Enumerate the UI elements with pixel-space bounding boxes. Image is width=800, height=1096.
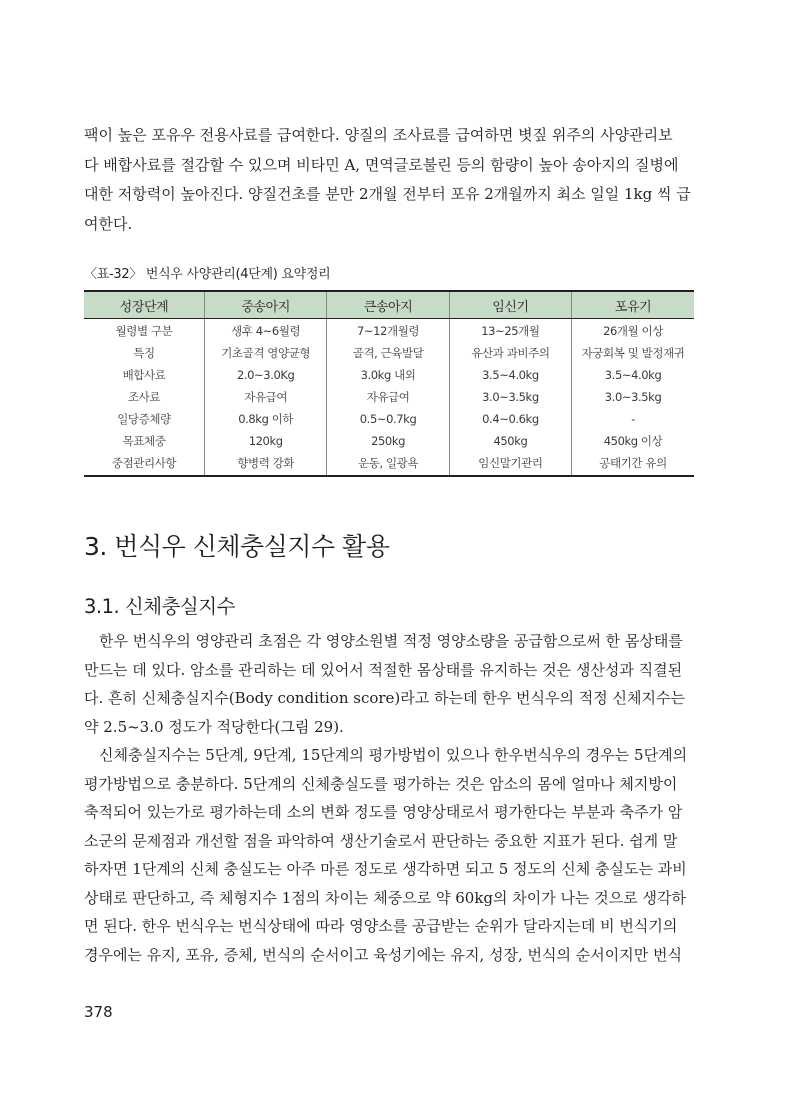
table-cell: 유산과 과비주의	[449, 342, 571, 364]
table-row	[84, 386, 694, 408]
table-cell: 26개월 이상	[572, 319, 694, 343]
row-label-cell: 배합사료	[122, 368, 166, 382]
text-line: 대한 저항력이 높아진다. 양질건초를 분만 2개월 전부터 포유 2개월까지 최소 일일 1kg 씩 급	[84, 185, 691, 203]
table-cell: 자궁회복 및 발정재귀	[572, 342, 694, 364]
table-row	[84, 319, 694, 343]
table-cell: 450kg	[449, 430, 571, 452]
row-label-cell: 월령별 구분	[115, 324, 173, 338]
row-label-cell: 특징	[133, 346, 155, 360]
table-cell: 120kg	[205, 430, 327, 452]
text-line: 소군의 문제점과 개선할 점을 파악하여 생산기술로서 판단하는 중요한 지표가 된다. 쉽게 말	[84, 831, 678, 850]
table-cell: 생후 4~6월령	[205, 319, 327, 343]
text-line: 축적되어 있는가로 평가하는데 소의 변화 정도를 영양상태로서 평가한다는 부분과 축주가 암	[84, 803, 683, 821]
text-line: 경우에는 유지, 포유, 증체, 번식의 순서이고 육성기에는 유지, 성장, 번식의 순서이지만 번식	[84, 945, 682, 964]
row-label-cell: 조사료	[127, 390, 161, 404]
table-cell: 향병력 강화	[205, 452, 327, 476]
table-header-cell: 임신기	[449, 291, 571, 319]
table-cell: 250kg	[327, 430, 449, 452]
table-header-cell: 포유기	[572, 291, 694, 319]
table-cell: 3.0~3.5kg	[572, 386, 694, 408]
table-cell: 3.5~4.0kg	[572, 364, 694, 386]
table-cell: 3.0~3.5kg	[449, 386, 571, 408]
table-cell: 기초골격 영양균형	[205, 342, 327, 364]
table-cell: 7~12개월령	[327, 319, 449, 343]
table-row	[84, 342, 694, 364]
text-line: 평가방법으로 충분하다. 5단계의 신체충실도를 평가하는 것은 암소의 몸에 얼마나 체지방이	[84, 774, 678, 793]
page-number: 378	[84, 1003, 113, 1021]
table-cell: 13~25개월	[449, 319, 571, 343]
table-row	[84, 408, 694, 430]
table-cell: 공태기간 유의	[572, 452, 694, 476]
body-text	[84, 627, 694, 969]
text-line: 다. 흔히 신체충실지수(Body condition score)라고 하는데 한우 번식우의 적정 신체지수는	[84, 689, 685, 707]
table-cell: 골격, 근육발달	[327, 342, 449, 364]
text-line: 상태로 판단하고, 즉 체형지수 1점의 차이는 체중으로 약 60kg의 차이가 나는 것으로 생각하	[84, 888, 686, 907]
text-line: 만드는 데 있다. 암소를 관리하는 데 있어서 적절한 몸상태를 유지하는 것은 생산성과 직결된	[84, 660, 683, 679]
row-label-cell: 중점관리사항	[111, 456, 177, 470]
summary-table	[84, 290, 694, 477]
table-row	[84, 452, 694, 476]
table-header-cell: 큰송아지	[327, 291, 449, 319]
row-label-cell: 일당증체량	[117, 412, 171, 426]
table-cell: 450kg 이상	[572, 430, 694, 452]
text-line: 하자면 1단계의 신체 충실도는 아주 마른 정도로 생각하면 되고 5 정도의 신체 충실도는 과비	[84, 860, 687, 878]
table-header-cell: 중송아지	[205, 291, 327, 319]
table-cell: -	[572, 408, 694, 430]
text-line: 한우 번식우의 영양관리 초점은 각 영양소원별 적정 영양소량을 공급함으로써 한 몸상태를	[99, 632, 683, 650]
text-line: 팩이 높은 포유우 전용사료를 급여한다. 양질의 조사료를 급여하면 볏짚 위주의 사양관리보	[84, 126, 673, 144]
text-line: 다 배합사료를 절감할 수 있으며 비타민 A, 면역글로불린 등의 함량이 높아 송아지의 질병에	[84, 155, 679, 174]
table-cell: 2.0~3.0Kg	[205, 364, 327, 386]
table-cell: 3.5~4.0kg	[449, 364, 571, 386]
table-row	[84, 430, 694, 452]
table-cell: 운동, 일광욕	[327, 452, 449, 476]
table-cell: 0.8kg 이하	[205, 408, 327, 430]
table-caption: 〈표-32〉 번식우 사양관리(4단계) 요약정리	[84, 267, 331, 282]
row-label-cell: 목표체중	[122, 434, 166, 448]
table-row	[84, 364, 694, 386]
text-line: 여한다.	[84, 214, 133, 233]
table-cell: 0.4~0.6kg	[449, 408, 571, 430]
text-line: 신체충실지수는 5단계, 9단계, 15단계의 평가방법이 있으나 한우번식우의 경우는 5단계의	[99, 746, 688, 764]
text-line: 면 된다. 한우 번식우는 번식상태에 따라 영양소를 공급받는 순위가 달라지는데 비 번식기의	[84, 917, 678, 935]
table-cell: 자유급여	[205, 386, 327, 408]
table-cell: 0.5~0.7kg	[327, 408, 449, 430]
table-cell: 자유급여	[327, 386, 449, 408]
subsection-heading: 3.1. 신체충실지수	[84, 595, 235, 618]
intro-paragraph	[84, 121, 694, 239]
table-header-cell: 성장단계	[84, 291, 205, 319]
text-line: 약 2.5~3.0 정도가 적당한다(그림 29).	[84, 717, 344, 736]
table-header-row	[84, 291, 694, 319]
section-heading: 3. 번식우 신체충실지수 활용	[84, 532, 390, 561]
table-cell: 3.0kg 내외	[327, 364, 449, 386]
summary-table-container	[84, 290, 694, 477]
table-cell: 임신말기관리	[449, 452, 571, 476]
